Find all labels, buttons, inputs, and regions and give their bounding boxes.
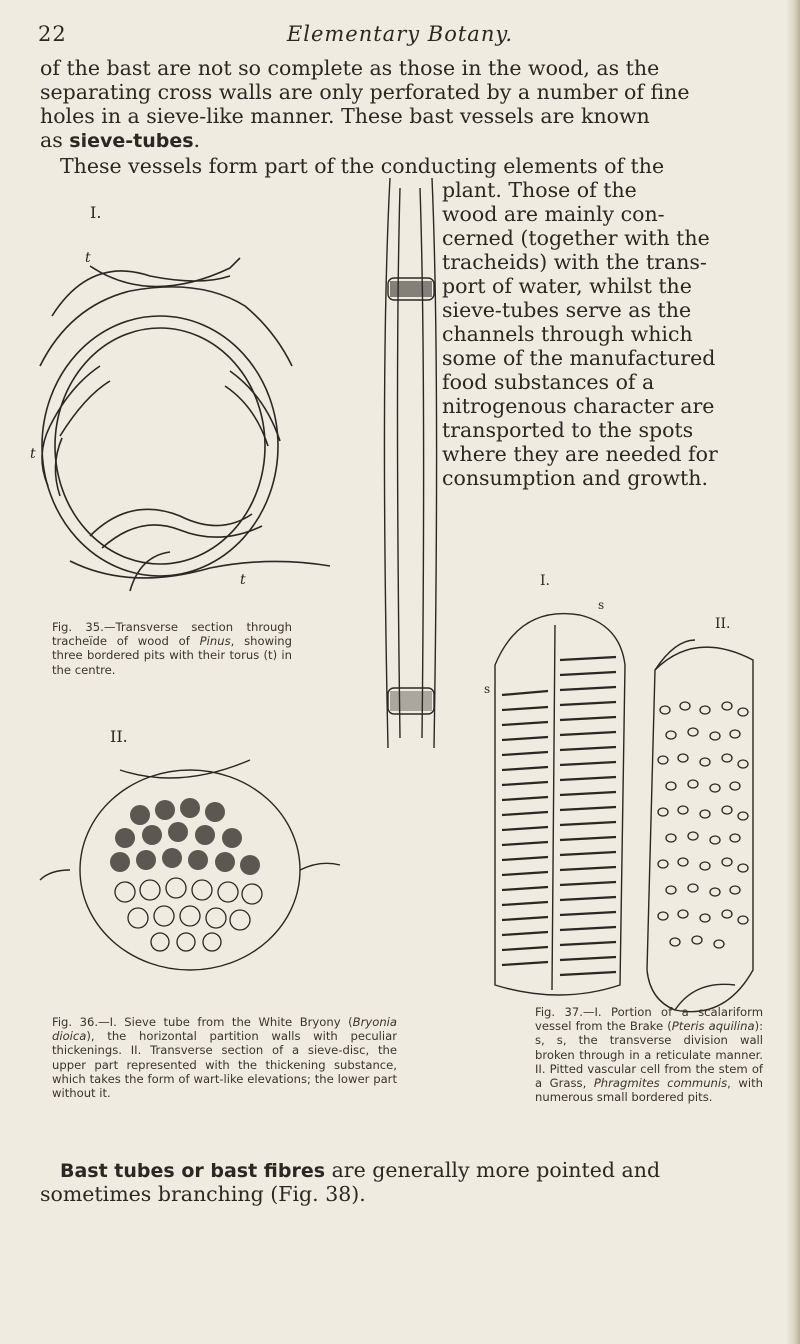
figure-37-caption-italic-2: Phragmites communis [593, 1076, 728, 1091]
page-header [0, 22, 800, 52]
figure-37-label-s-left: s [484, 682, 491, 696]
figure-35-label-t-top: t [85, 250, 91, 266]
figure-37-label-ii: II. [715, 616, 731, 632]
figure-37-caption-text: Fig. 37.—I. Portion of a scalariform vessel from the Brake ( [535, 1005, 763, 1034]
figure-36-caption-text-end: ), the horizontal partition walls with peculiar thickenings. II. Transverse section of a sieve-disc, the upper part represented with the thickening substance, which takes the form of wart-like elevations; the lower part without it. [52, 1029, 397, 1101]
paragraph-1-suffix: . [193, 128, 201, 152]
running-title: Elementary Botany. [286, 22, 514, 46]
figure-37-label-i: I. [540, 573, 550, 589]
figure-36-sieve-tube-illustration [360, 168, 460, 758]
paragraph-3-line-1 [60, 1158, 762, 1183]
figure-35-caption-italic: Pinus [199, 634, 231, 649]
figure-35-caption-text-end: , showing three bordered pits with their torus (t) in the centre. [52, 634, 293, 677]
column-line: port of water, whilst the [442, 274, 692, 298]
figure-37-caption-text-end: , with numerous small bordered pits. [535, 1076, 763, 1105]
column-line: sieve-tubes serve as the [442, 298, 692, 322]
figure-35-illustration [30, 196, 370, 616]
figure-37-scalariform-illustration [480, 565, 630, 1005]
figure-37-pitted-cell-illustration [635, 610, 765, 1020]
term-sieve-tubes: sieve-tubes [69, 130, 194, 152]
figure-37-caption-italic: Pteris aquilina [671, 1019, 755, 1034]
paragraph-2-column [442, 178, 760, 490]
paragraph-1 [40, 56, 762, 153]
paragraph-3-line-1-text: are generally more pointed and [325, 1158, 661, 1182]
column-line: plant. Those of the [442, 178, 637, 202]
figure-36-caption-italic: Bryonia dioica [52, 1015, 397, 1044]
paragraph-2-first-line: These vessels form part of the conducting elements of the [60, 154, 665, 178]
figure-35-caption-text: Fig. 35.—Transverse section through tracheïde of wood of [52, 620, 292, 649]
figure-37-label-s-top: s [598, 598, 605, 612]
paragraph-1-prefix: as [40, 128, 70, 152]
column-line: where they are needed for [442, 442, 718, 466]
paragraph-3-line-2: sometimes branching (Fig. 38). [40, 1182, 366, 1206]
figure-36-caption-text: Fig. 36.—I. Sieve tube from the White Bryony ( [52, 1015, 353, 1029]
column-line: consumption and growth. [442, 466, 708, 490]
figure-35-panel-label: I. [90, 203, 102, 222]
column-line: channels through which [442, 322, 693, 346]
figure-35-label-t-bottom: t [240, 572, 246, 588]
paragraph-3 [60, 1158, 762, 1183]
column-line: cerned (together with the [442, 226, 710, 250]
term-bast-tubes: Bast tubes or bast fibres [60, 1160, 326, 1182]
page-number: 22 [38, 22, 67, 46]
column-line: nitrogenous character are [442, 394, 715, 418]
column-line: food substances of a [442, 370, 655, 394]
column-line: wood are mainly con- [442, 202, 665, 226]
paragraph-1-line: separating cross walls are only perforated by a number of fine [40, 80, 690, 104]
figure-36-caption [52, 1015, 397, 1100]
paragraph-1-line: holes in a sieve-like manner. These bast vessels are known [40, 104, 650, 128]
column-line: some of the manufactured [442, 346, 716, 370]
paragraph-1-line: of the bast are not so complete as those in the wood, as the [40, 56, 660, 80]
figure-36-sieve-disc-illustration [30, 720, 370, 1010]
column-line: transported to the spots [442, 418, 694, 442]
figure-37-caption [535, 1005, 763, 1104]
paragraph-1-last-line [40, 128, 762, 153]
figure-35-label-t-left: t [30, 446, 36, 462]
page-edge-shadow [786, 0, 800, 1344]
column-line: tracheids) with the trans- [442, 250, 707, 274]
figure-35-caption [52, 620, 292, 677]
figure-36-panel-label: II. [110, 727, 128, 746]
figure-37-caption-text-mid: ): s, s, the transverse division wall broken through in a reticulate manner. II. Pitted vascular cell from the stem of a Grass, [535, 1019, 764, 1091]
